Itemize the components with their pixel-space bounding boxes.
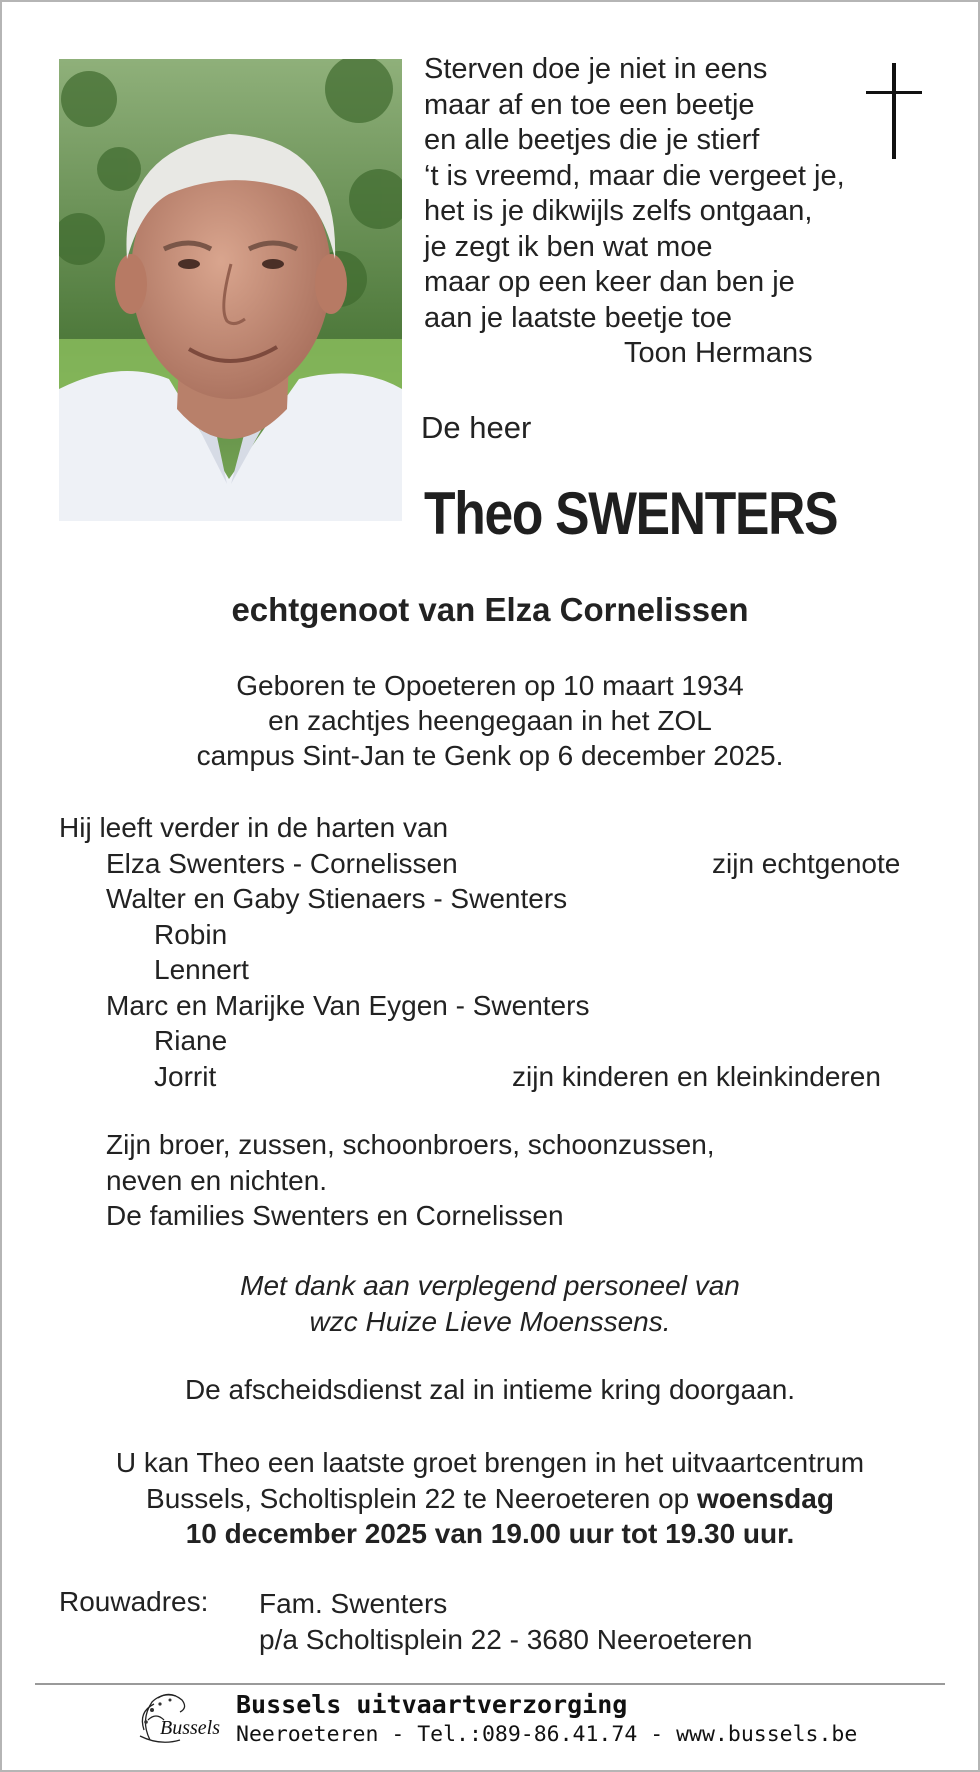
birth-death-info: [0, 668, 980, 773]
thanks-line: Met dank aan verplegend personeel van: [240, 1270, 740, 1301]
visit-info: [0, 1445, 980, 1552]
survivor-name: Elza Swenters - Cornelissen: [106, 847, 458, 879]
survivor-name: Jorrit: [154, 1060, 217, 1092]
footer-divider: [35, 1683, 945, 1685]
company-name: Bussels uitvaartverzorging: [236, 1690, 628, 1719]
logo-text: Bussels: [160, 1717, 220, 1739]
visit-line: [0, 1516, 980, 1552]
poem-line: ‘t is vreemd, maar die vergeet je,: [424, 159, 845, 192]
address-line: p/a Scholtisplein 22 - 3680 Neeroeteren: [259, 1623, 753, 1655]
survivor-name: Marc en Marijke Van Eygen - Swenters: [106, 989, 590, 1021]
service-note: De afscheidsdienst zal in intieme kring doorgaan.: [184, 1374, 796, 1405]
relatives-line: De families Swenters en Cornelissen: [106, 1200, 564, 1231]
birth-death-line: en zachtjes heengegaan in het ZOL: [268, 705, 712, 736]
poem-line: maar op een keer dan ben je: [424, 266, 795, 298]
relatives-line: neven en nichten.: [106, 1164, 328, 1196]
birth-death-line: Geboren te Opoeteren op 10 maart 1934: [236, 670, 744, 701]
survivor-name: Riane: [154, 1025, 228, 1056]
address-line: Fam. Swenters: [259, 1588, 448, 1619]
visit-line: [0, 1481, 980, 1517]
survivor-name: Lennert: [154, 954, 249, 985]
address-label: Rouwadres:: [59, 1586, 209, 1617]
survivor-name: Walter en Gaby Stienaers - Swenters: [106, 883, 568, 914]
poem-line: het is je dikwijls zelfs ontgaan,: [424, 195, 813, 227]
survivors-list: [59, 810, 901, 1094]
poem-line: en alle beetjes die je stierf: [424, 124, 760, 156]
company-contact: Neeroeteren - Tel.:089-86.41.74 - www.bussels.be: [236, 1722, 858, 1747]
thanks-note: [0, 1268, 980, 1339]
address: [259, 1586, 752, 1657]
list-item: [59, 1059, 881, 1095]
portrait-photo: [59, 59, 402, 521]
portrait-photo-image: [59, 59, 402, 521]
visit-text: Bussels, Scholtisplein 22 te Neeroeteren op: [146, 1482, 698, 1514]
poem-line: je zegt ik ben wat moe: [424, 230, 713, 263]
poem: [424, 52, 845, 372]
list-item: [59, 1023, 589, 1059]
poem-author: Toon Hermans: [624, 337, 813, 369]
visit-day: woensdag: [697, 1482, 834, 1514]
survivor-name: Robin: [154, 918, 228, 950]
list-item: [59, 846, 901, 882]
survivor-relation: zijn echtgenote: [712, 847, 901, 879]
relatives-line: Zijn broer, zussen, schoonbroers, schoonzussen,: [106, 1129, 715, 1160]
latin-cross-icon: [866, 63, 922, 159]
poem-line: Sterven doe je niet in eens: [424, 53, 768, 85]
bussels-logo: [130, 1690, 222, 1750]
list-item: [59, 952, 589, 988]
spouse-line: echtgenoot van Elza Cornelissen: [231, 591, 749, 628]
visit-datetime: 10 december 2025 van 19.00 uur tot 19.30 uur.: [185, 1518, 795, 1549]
thanks-line: wzc Huize Lieve Moenssens.: [309, 1305, 671, 1337]
list-item: [59, 988, 589, 1024]
visit-line: U kan Theo een laatste groet brengen in het uitvaartcentrum: [115, 1447, 865, 1478]
poem-line: maar af en toe een beetje: [424, 88, 755, 121]
deceased-name: Theo SWENTERS: [424, 480, 838, 547]
poem-line: aan je laatste beetje toe: [424, 301, 732, 334]
relatives: [106, 1127, 715, 1234]
survivor-relation: zijn kinderen en kleinkinderen: [512, 1060, 881, 1092]
honorific: De heer: [421, 410, 532, 445]
list-item: [59, 881, 589, 917]
birth-death-line: campus Sint-Jan te Genk op 6 december 2025.: [196, 740, 784, 771]
list-item: [59, 917, 589, 953]
survivors-intro: Hij leeft verder in de harten van: [59, 812, 449, 843]
